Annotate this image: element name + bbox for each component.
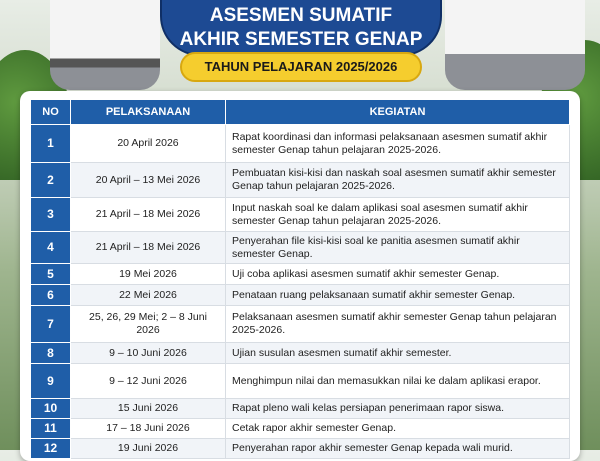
table-row <box>31 419 570 439</box>
row-number: 1 <box>31 125 71 163</box>
table-row <box>31 285 570 306</box>
row-activity: Ujian susulan asesmen sumatif akhir semester. <box>226 343 570 364</box>
table-row <box>31 439 570 459</box>
row-date: 19 Mei 2026 <box>71 264 226 285</box>
row-activity: Pelaksanaan asesmen sumatif akhir semester Genap tahun pelajaran 2025-2026. <box>226 306 570 343</box>
row-activity: Penyerahan rapor akhir semester Genap kepada wali murid. <box>226 439 570 459</box>
column-header-pelaksanaan: PELAKSANAAN <box>71 100 226 125</box>
table-row <box>31 306 570 343</box>
table-row <box>31 364 570 399</box>
row-activity: Penataan ruang pelaksanaan sumatif akhir semester Genap. <box>226 285 570 306</box>
table-row <box>31 163 570 198</box>
row-number: 12 <box>31 439 71 459</box>
row-number: 11 <box>31 419 71 439</box>
row-activity: Uji coba aplikasi asesmen sumatif akhir semester Genap. <box>226 264 570 285</box>
row-number: 8 <box>31 343 71 364</box>
table-row <box>31 232 570 264</box>
column-header-kegiatan: KEGIATAN <box>226 100 570 125</box>
row-activity: Penyerahan file kisi-kisi soal ke panitia asesmen sumatif akhir semester Genap. <box>226 232 570 264</box>
row-date: 9 – 12 Juni 2026 <box>71 364 226 399</box>
subtitle-badge: TAHUN PELAJARAN 2025/2026 <box>180 52 422 82</box>
column-header-no: NO <box>31 100 71 125</box>
row-activity: Rapat koordinasi dan informasi pelaksanaan asesmen sumatif akhir semester Genap tahun pelajaran 2025-2026. <box>226 125 570 163</box>
row-date: 15 Juni 2026 <box>71 399 226 419</box>
row-number: 2 <box>31 163 71 198</box>
row-activity: Pembuatan kisi-kisi dan naskah soal asesmen sumatif akhir semester Genap tahun pelajaran 2025-2026. <box>226 163 570 198</box>
row-number: 9 <box>31 364 71 399</box>
table-row <box>31 343 570 364</box>
row-number: 10 <box>31 399 71 419</box>
row-number: 6 <box>31 285 71 306</box>
row-number: 3 <box>31 198 71 232</box>
student-right-illustration <box>445 0 585 90</box>
schedule-table <box>30 99 570 459</box>
row-number: 5 <box>31 264 71 285</box>
title-banner <box>160 0 442 56</box>
row-date: 21 April – 18 Mei 2026 <box>71 198 226 232</box>
row-date: 20 April – 13 Mei 2026 <box>71 163 226 198</box>
schedule-card <box>20 91 580 461</box>
row-number: 4 <box>31 232 71 264</box>
row-date: 25, 26, 29 Mei; 2 – 8 Juni 2026 <box>71 306 226 343</box>
student-left-illustration <box>50 0 160 90</box>
row-date: 21 April – 18 Mei 2026 <box>71 232 226 264</box>
table-row <box>31 399 570 419</box>
title-line-1: ASESMEN SUMATIF <box>209 5 393 26</box>
table-row <box>31 264 570 285</box>
row-activity: Rapat pleno wali kelas persiapan penerimaan rapor siswa. <box>226 399 570 419</box>
row-activity: Menghimpun nilai dan memasukkan nilai ke dalam aplikasi erapor. <box>226 364 570 399</box>
table-row <box>31 198 570 232</box>
table-row <box>31 125 570 163</box>
row-date: 9 – 10 Juni 2026 <box>71 343 226 364</box>
row-date: 20 April 2026 <box>71 125 226 163</box>
row-activity: Cetak rapor akhir semester Genap. <box>226 419 570 439</box>
row-activity: Input naskah soal ke dalam aplikasi soal asesmen sumatif akhir semester Genap tahun pelajaran 2025-2026. <box>226 198 570 232</box>
row-date: 22 Mei 2026 <box>71 285 226 306</box>
row-date: 19 Juni 2026 <box>71 439 226 459</box>
title-line-2: AKHIR SEMESTER GENAP <box>179 29 423 50</box>
row-date: 17 – 18 Juni 2026 <box>71 419 226 439</box>
row-number: 7 <box>31 306 71 343</box>
